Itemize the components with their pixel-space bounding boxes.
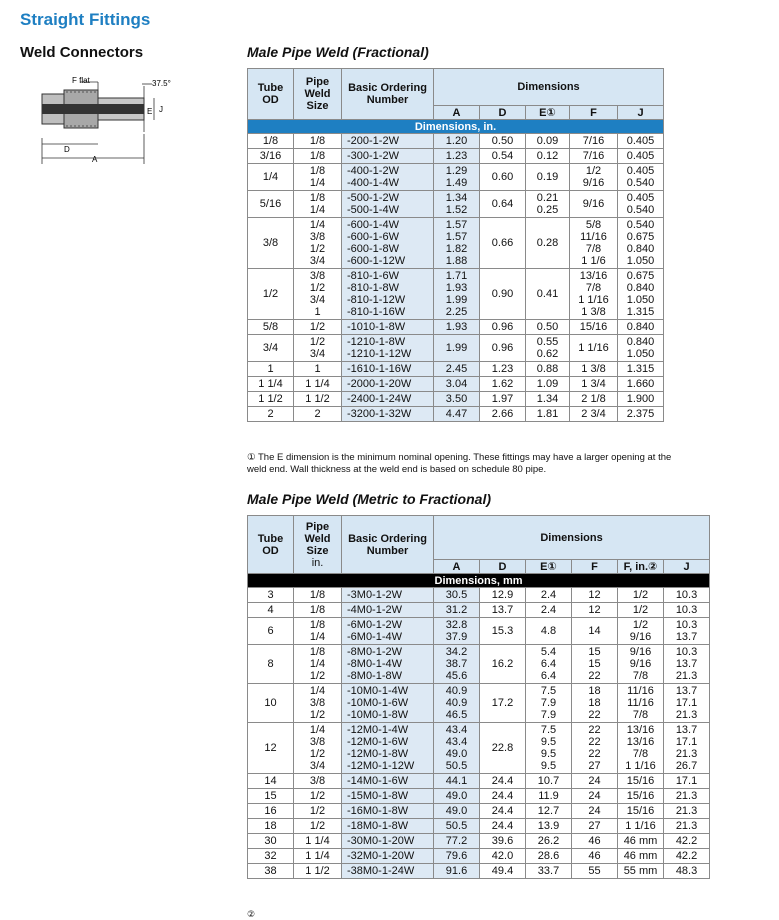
cell-pipe: 1/8 1/4 1/2 — [294, 645, 342, 684]
cell-pipe: 1/8 — [294, 588, 342, 603]
cell-d: 24.4 — [480, 789, 526, 804]
cell-e: 0.19 — [526, 164, 570, 191]
th-f-in-2: F, in.② — [618, 560, 664, 574]
table-row — [248, 191, 664, 218]
th-f-2: F — [572, 560, 618, 574]
section-title: Straight Fittings — [20, 10, 151, 29]
cell-fin: 1/2 9/16 — [618, 618, 664, 645]
cell-od: 1 1/2 — [248, 392, 294, 407]
th-e: E① — [526, 106, 570, 120]
table-row — [248, 819, 710, 834]
table1-footnote: ① The E dimension is the minimum nominal opening. These fittings may have a larger opening at the weld end. Wall thickness at the weld end is based on schedule 80 pipe. — [247, 452, 672, 475]
cell-d: 0.64 — [480, 191, 526, 218]
cell-f: 27 — [572, 819, 618, 834]
label-e: E — [147, 107, 153, 116]
cell-od: 30 — [248, 834, 294, 849]
cell-f: 46 — [572, 849, 618, 864]
cell-a: 32.8 37.9 — [434, 618, 480, 645]
cell-e: 4.8 — [526, 618, 572, 645]
cell-d: 0.90 — [480, 269, 526, 320]
cell-j: 0.405 — [618, 149, 664, 164]
cell-pipe: 1/2 — [294, 789, 342, 804]
cell-e: 0.41 — [526, 269, 570, 320]
table-row — [248, 849, 710, 864]
cell-od: 1 1/4 — [248, 377, 294, 392]
cell-pipe: 2 — [294, 407, 342, 422]
cell-pipe: 3/8 — [294, 774, 342, 789]
cell-pipe: 1/8 — [294, 149, 342, 164]
cell-fin: 46 mm — [618, 834, 664, 849]
cell-e: 13.9 — [526, 819, 572, 834]
cell-d: 13.7 — [480, 603, 526, 618]
cell-ord: -14M0-1-6W — [342, 774, 434, 789]
cell-d: 0.50 — [480, 134, 526, 149]
cell-a: 1.93 — [434, 320, 480, 335]
cell-od: 2 — [248, 407, 294, 422]
th-tube-od: Tube OD — [248, 69, 294, 120]
cell-od: 3/4 — [248, 335, 294, 362]
cell-j: 10.3 — [664, 603, 710, 618]
th-a: A — [434, 106, 480, 120]
cell-e: 7.5 7.9 7.9 — [526, 684, 572, 723]
cell-pipe: 1/8 1/4 — [294, 164, 342, 191]
cell-ord: -30M0-1-20W — [342, 834, 434, 849]
cell-e: 1.81 — [526, 407, 570, 422]
cell-od: 1/2 — [248, 269, 294, 320]
cell-fin: 1/2 — [618, 588, 664, 603]
label-f-flat: F flat — [72, 76, 90, 85]
cell-f: 5/8 11/16 7/8 1 1/6 — [570, 218, 618, 269]
table-row — [248, 269, 664, 320]
band-dimensions-mm: Dimensions, mm — [248, 574, 710, 588]
cell-pipe: 1 — [294, 362, 342, 377]
cell-ord: -500-1-2W -500-1-4W — [342, 191, 434, 218]
cell-ord: -200-1-2W — [342, 134, 434, 149]
weld-connector-diagram — [36, 72, 186, 164]
cell-od: 14 — [248, 774, 294, 789]
th-ordering-number-2: Basic Ordering Number — [342, 516, 434, 574]
cell-d: 42.0 — [480, 849, 526, 864]
cell-fin: 15/16 — [618, 804, 664, 819]
cell-od: 8 — [248, 645, 294, 684]
cell-ord: -1210-1-8W -1210-1-12W — [342, 335, 434, 362]
table-row — [248, 407, 664, 422]
cell-e: 0.12 — [526, 149, 570, 164]
cell-a: 49.0 — [434, 804, 480, 819]
cell-pipe: 1/2 — [294, 320, 342, 335]
cell-j: 0.540 0.675 0.840 1.050 — [618, 218, 664, 269]
cell-fin: 15/16 — [618, 789, 664, 804]
cell-pipe: 1 1/4 — [294, 849, 342, 864]
table2-footnote-mark: ② — [247, 909, 256, 919]
cell-f: 12 — [572, 588, 618, 603]
cell-j: 0.405 0.540 — [618, 164, 664, 191]
cell-ord: -16M0-1-8W — [342, 804, 434, 819]
cell-a: 1.34 1.52 — [434, 191, 480, 218]
cell-e: 26.2 — [526, 834, 572, 849]
cell-d: 0.96 — [480, 320, 526, 335]
cell-ord: -10M0-1-4W -10M0-1-6W -10M0-1-8W — [342, 684, 434, 723]
cell-pipe: 1 1/4 — [294, 834, 342, 849]
cell-e: 0.55 0.62 — [526, 335, 570, 362]
cell-a: 77.2 — [434, 834, 480, 849]
cell-ord: -300-1-2W — [342, 149, 434, 164]
cell-d: 16.2 — [480, 645, 526, 684]
cell-j: 13.7 17.1 21.3 — [664, 684, 710, 723]
cell-pipe: 3/8 1/2 3/4 1 — [294, 269, 342, 320]
cell-a: 3.04 — [434, 377, 480, 392]
cell-pipe: 1/8 — [294, 603, 342, 618]
label-j: J — [159, 105, 163, 114]
cell-j: 21.3 — [664, 789, 710, 804]
th-f: F — [570, 106, 618, 120]
cell-f: 13/16 7/8 1 1/16 1 3/8 — [570, 269, 618, 320]
cell-ord: -1010-1-8W — [342, 320, 434, 335]
cell-ord: -2000-1-20W — [342, 377, 434, 392]
table-row — [248, 864, 710, 879]
cell-d: 15.3 — [480, 618, 526, 645]
cell-d: 24.4 — [480, 804, 526, 819]
cell-pipe: 1/4 3/8 1/2 — [294, 684, 342, 723]
cell-f: 55 — [572, 864, 618, 879]
cell-j: 13.7 17.1 21.3 26.7 — [664, 723, 710, 774]
cell-od: 16 — [248, 804, 294, 819]
th-ordering-number: Basic Ordering Number — [342, 69, 434, 120]
table-row — [248, 774, 710, 789]
cell-ord: -810-1-6W -810-1-8W -810-1-12W -810-1-16W — [342, 269, 434, 320]
cell-od: 3/16 — [248, 149, 294, 164]
cell-od: 1/4 — [248, 164, 294, 191]
cell-pipe: 1/2 3/4 — [294, 335, 342, 362]
cell-e: 12.7 — [526, 804, 572, 819]
cell-j: 0.405 0.540 — [618, 191, 664, 218]
cell-j: 21.3 — [664, 804, 710, 819]
table-row — [248, 603, 710, 618]
cell-od: 5/8 — [248, 320, 294, 335]
cell-a: 34.2 38.7 45.6 — [434, 645, 480, 684]
cell-e: 2.4 — [526, 588, 572, 603]
cell-f: 2 3/4 — [570, 407, 618, 422]
cell-d: 1.62 — [480, 377, 526, 392]
cell-od: 6 — [248, 618, 294, 645]
cell-od: 18 — [248, 819, 294, 834]
cell-j: 10.3 13.7 — [664, 618, 710, 645]
cell-j: 2.375 — [618, 407, 664, 422]
table-row — [248, 645, 710, 684]
cell-a: 1.29 1.49 — [434, 164, 480, 191]
cell-j: 0.840 1.050 — [618, 335, 664, 362]
cell-f: 1/2 9/16 — [570, 164, 618, 191]
cell-ord: -2400-1-24W — [342, 392, 434, 407]
cell-a: 40.9 40.9 46.5 — [434, 684, 480, 723]
table2-caption: Male Pipe Weld (Metric to Fractional) — [247, 491, 492, 507]
cell-fin: 11/16 11/16 7/8 — [618, 684, 664, 723]
th-e-2: E① — [526, 560, 572, 574]
cell-ord: -3200-1-32W — [342, 407, 434, 422]
cell-f: 22 22 22 27 — [572, 723, 618, 774]
table-row — [248, 723, 710, 774]
cell-j: 1.660 — [618, 377, 664, 392]
cell-e: 1.34 — [526, 392, 570, 407]
cell-e: 5.4 6.4 6.4 — [526, 645, 572, 684]
cell-ord: -8M0-1-2W -8M0-1-4W -8M0-1-8W — [342, 645, 434, 684]
cell-od: 10 — [248, 684, 294, 723]
table-metric — [247, 515, 710, 879]
cell-a: 91.6 — [434, 864, 480, 879]
cell-od: 5/16 — [248, 191, 294, 218]
cell-ord: -15M0-1-8W — [342, 789, 434, 804]
cell-fin: 46 mm — [618, 849, 664, 864]
cell-ord: -6M0-1-2W -6M0-1-4W — [342, 618, 434, 645]
band-dimensions-in: Dimensions, in. — [248, 120, 664, 134]
cell-a: 4.47 — [434, 407, 480, 422]
cell-od: 1/8 — [248, 134, 294, 149]
cell-pipe: 1/2 — [294, 819, 342, 834]
table-row — [248, 834, 710, 849]
cell-od: 3 — [248, 588, 294, 603]
cell-a: 1.23 — [434, 149, 480, 164]
cell-e: 0.50 — [526, 320, 570, 335]
cell-f: 14 — [572, 618, 618, 645]
cell-fin: 55 mm — [618, 864, 664, 879]
cell-pipe: 1 1/4 — [294, 377, 342, 392]
table-row — [248, 618, 710, 645]
cell-pipe: 1/8 — [294, 134, 342, 149]
cell-pipe: 1 1/2 — [294, 392, 342, 407]
cell-a: 1.71 1.93 1.99 2.25 — [434, 269, 480, 320]
table-row — [248, 392, 664, 407]
cell-a: 2.45 — [434, 362, 480, 377]
cell-f: 1 3/8 — [570, 362, 618, 377]
cell-a: 49.0 — [434, 789, 480, 804]
cell-e: 7.5 9.5 9.5 9.5 — [526, 723, 572, 774]
cell-j: 48.3 — [664, 864, 710, 879]
table-row — [248, 684, 710, 723]
cell-f: 15 15 22 — [572, 645, 618, 684]
cell-j: 10.3 13.7 21.3 — [664, 645, 710, 684]
cell-j: 0.840 — [618, 320, 664, 335]
cell-f: 18 18 22 — [572, 684, 618, 723]
cell-j: 17.1 — [664, 774, 710, 789]
th-dimensions: Dimensions — [434, 69, 664, 106]
table-row — [248, 789, 710, 804]
cell-f: 24 — [572, 789, 618, 804]
th-j: J — [618, 106, 664, 120]
cell-j: 1.315 — [618, 362, 664, 377]
table-row — [248, 804, 710, 819]
cell-f: 15/16 — [570, 320, 618, 335]
cell-e: 1.09 — [526, 377, 570, 392]
cell-d: 1.23 — [480, 362, 526, 377]
cell-j: 0.405 — [618, 134, 664, 149]
cell-pipe: 1 1/2 — [294, 864, 342, 879]
cell-d: 2.66 — [480, 407, 526, 422]
cell-od: 32 — [248, 849, 294, 864]
cell-a: 1.57 1.57 1.82 1.88 — [434, 218, 480, 269]
cell-ord: -600-1-4W -600-1-6W -600-1-8W -600-1-12W — [342, 218, 434, 269]
table-row — [248, 362, 664, 377]
cell-od: 12 — [248, 723, 294, 774]
table-row — [248, 588, 710, 603]
cell-j: 42.2 — [664, 834, 710, 849]
cell-pipe: 1/8 1/4 — [294, 191, 342, 218]
cell-ord: -18M0-1-8W — [342, 819, 434, 834]
cell-e: 11.9 — [526, 789, 572, 804]
table-row — [248, 134, 664, 149]
cell-e: 0.09 — [526, 134, 570, 149]
cell-a: 30.5 — [434, 588, 480, 603]
cell-e: 33.7 — [526, 864, 572, 879]
cell-d: 17.2 — [480, 684, 526, 723]
cell-a: 31.2 — [434, 603, 480, 618]
cell-ord: -400-1-2W -400-1-4W — [342, 164, 434, 191]
cell-od: 3/8 — [248, 218, 294, 269]
th-dimensions-2: Dimensions — [434, 516, 710, 560]
cell-j: 42.2 — [664, 849, 710, 864]
cell-d: 0.66 — [480, 218, 526, 269]
cell-f: 24 — [572, 804, 618, 819]
cell-fin: 9/16 9/16 7/8 — [618, 645, 664, 684]
label-d: D — [64, 145, 70, 154]
cell-f: 1 1/16 — [570, 335, 618, 362]
cell-d: 49.4 — [480, 864, 526, 879]
cell-od: 1 — [248, 362, 294, 377]
label-angle: 37.5° — [152, 79, 171, 88]
cell-fin: 1/2 — [618, 603, 664, 618]
table-row — [248, 149, 664, 164]
cell-d: 1.97 — [480, 392, 526, 407]
cell-j: 21.3 — [664, 819, 710, 834]
cell-f: 2 1/8 — [570, 392, 618, 407]
cell-f: 24 — [572, 774, 618, 789]
cell-j: 10.3 — [664, 588, 710, 603]
cell-e: 2.4 — [526, 603, 572, 618]
cell-f: 12 — [572, 603, 618, 618]
cell-od: 4 — [248, 603, 294, 618]
cell-a: 79.6 — [434, 849, 480, 864]
th-a-2: A — [434, 560, 480, 574]
cell-ord: -4M0-1-2W — [342, 603, 434, 618]
cell-e: 28.6 — [526, 849, 572, 864]
cell-pipe: 1/8 1/4 — [294, 618, 342, 645]
label-a: A — [92, 155, 98, 164]
cell-ord: -3M0-1-2W — [342, 588, 434, 603]
table-row — [248, 377, 664, 392]
cell-a: 43.4 43.4 49.0 50.5 — [434, 723, 480, 774]
th-pipe-weld-size-2: Pipe Weld Size in. — [294, 516, 342, 574]
th-d-2: D — [480, 560, 526, 574]
cell-f: 1 3/4 — [570, 377, 618, 392]
cell-ord: -12M0-1-4W -12M0-1-6W -12M0-1-8W -12M0-1-12W — [342, 723, 434, 774]
cell-f: 7/16 — [570, 149, 618, 164]
table-row — [248, 164, 664, 191]
cell-ord: -32M0-1-20W — [342, 849, 434, 864]
cell-a: 44.1 — [434, 774, 480, 789]
cell-d: 39.6 — [480, 834, 526, 849]
cell-pipe: 1/2 — [294, 804, 342, 819]
cell-ord: -38M0-1-24W — [342, 864, 434, 879]
cell-fin: 1 1/16 — [618, 819, 664, 834]
cell-j: 1.900 — [618, 392, 664, 407]
cell-a: 1.20 — [434, 134, 480, 149]
cell-f: 7/16 — [570, 134, 618, 149]
cell-d: 24.4 — [480, 819, 526, 834]
cell-d: 24.4 — [480, 774, 526, 789]
cell-ord: -1610-1-16W — [342, 362, 434, 377]
cell-e: 0.88 — [526, 362, 570, 377]
cell-pipe: 1/4 3/8 1/2 3/4 — [294, 723, 342, 774]
cell-a: 50.5 — [434, 819, 480, 834]
cell-fin: 15/16 — [618, 774, 664, 789]
th-j-2: J — [664, 560, 710, 574]
cell-d: 0.54 — [480, 149, 526, 164]
cell-od: 15 — [248, 789, 294, 804]
cell-j: 0.675 0.840 1.050 1.315 — [618, 269, 664, 320]
th-tube-od-2: Tube OD — [248, 516, 294, 574]
th-d: D — [480, 106, 526, 120]
cell-f: 9/16 — [570, 191, 618, 218]
table-row — [248, 320, 664, 335]
table-row — [248, 218, 664, 269]
cell-d: 22.8 — [480, 723, 526, 774]
cell-d: 0.96 — [480, 335, 526, 362]
cell-pipe: 1/4 3/8 1/2 3/4 — [294, 218, 342, 269]
table-fractional — [247, 68, 664, 422]
cell-d: 12.9 — [480, 588, 526, 603]
table-row — [248, 335, 664, 362]
cell-a: 1.99 — [434, 335, 480, 362]
cell-d: 0.60 — [480, 164, 526, 191]
table1-caption: Male Pipe Weld (Fractional) — [247, 44, 429, 60]
section-subtitle: Weld Connectors — [20, 44, 144, 61]
cell-e: 10.7 — [526, 774, 572, 789]
cell-e: 0.21 0.25 — [526, 191, 570, 218]
cell-f: 46 — [572, 834, 618, 849]
cell-fin: 13/16 13/16 7/8 1 1/16 — [618, 723, 664, 774]
th-pipe-weld-size: Pipe Weld Size — [294, 69, 342, 120]
cell-e: 0.28 — [526, 218, 570, 269]
cell-a: 3.50 — [434, 392, 480, 407]
cell-od: 38 — [248, 864, 294, 879]
